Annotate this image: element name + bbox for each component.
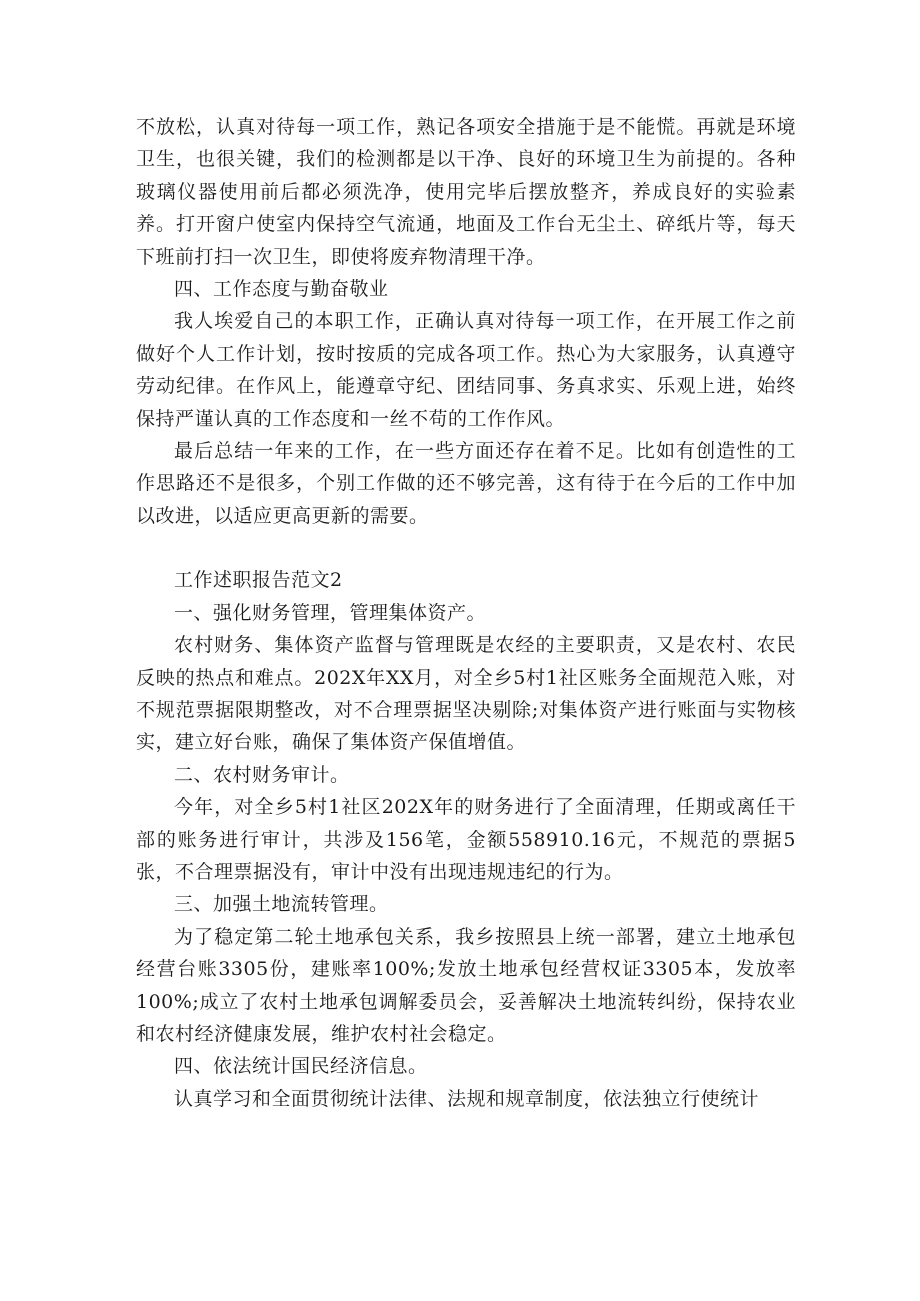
paragraph-summary: 最后总结一年来的工作，在一些方面还存在着不足。比如有创造性的工作思路还不是很多，个别工作做的还不够完善，这有待于在今后的工作中加以改进，以适应更高更新的需要。 [136, 440, 796, 527]
section-heading-statistics: 四、依法统计国民经济信息。 [174, 1055, 428, 1078]
paragraph-land: 为了稳定第二轮土地承包关系，我乡按照县上统一部署，建立土地承包经营台账3305份，建账率100%;发放土地承包经营权证3305本，发放率100%;成立了农村土地承包调解委员会，妥善解决土地流转纠纷，保持农业和农村经济健康发展，维护农村社会稳定。 [136, 925, 796, 1045]
document-page [136, 111, 796, 1115]
paragraph-work-attitude: 我人埃爱自己的本职工作，正确认真对待每一项工作，在开展工作之前做好个人工作计划，按时按质的完成各项工作。热心为大家服务，认真遵守劳动纪律。在作风上，能遵章守纪、团结同事、务真求实、乐观上进，始终保持严谨认真的工作态度和一丝不苟的工作作风。 [136, 310, 796, 430]
paragraph-hygiene: 不放松，认真对待每一项工作，熟记各项安全措施于是不能慌。再就是环境卫生，也很关键，我们的检测都是以干净、良好的环境卫生为前提的。各种玻璃仪器使用前后都必须洗净，使用完毕后摆放整齐，养成良好的实验素养。打开窗户使室内保持空气流通，地面及工作台无尘土、碎纸片等，每天下班前打扫一次卫生，即使将废弃物清理干净。 [136, 116, 796, 268]
document-title-sample-2: 工作述职报告范文2 [174, 569, 343, 592]
section-heading-land: 三、加强土地流转管理。 [174, 893, 389, 916]
paragraph-statistics: 认真学习和全面贯彻统计法律、法规和规章制度，依法独立行使统计 [174, 1087, 760, 1110]
section-heading-finance: 一、强化财务管理，管理集体资产。 [174, 601, 487, 624]
section-heading-audit: 二、农村财务审计。 [174, 763, 350, 786]
section-spacer [136, 532, 796, 564]
section-heading-work-attitude: 四、工作态度与勤奋敬业 [174, 278, 389, 301]
paragraph-audit: 今年，对全乡5村1社区202X年的财务进行了全面清理，任期或离任干部的账务进行审计，共涉及156笔，金额558910.16元，不规范的票据5张，不合理票据没有，审计中没有出现违规违纪的行为。 [136, 796, 796, 883]
paragraph-finance: 农村财务、集体资产监督与管理既是农经的主要职责，又是农村、农民反映的热点和难点。202X年XX月，对全乡5村1社区账务全面规范入账，对不规范票据限期整改，对不合理票据坚决剔除;对集体资产进行账面与实物核实，建立好台账，确保了集体资产保值增值。 [136, 634, 796, 754]
